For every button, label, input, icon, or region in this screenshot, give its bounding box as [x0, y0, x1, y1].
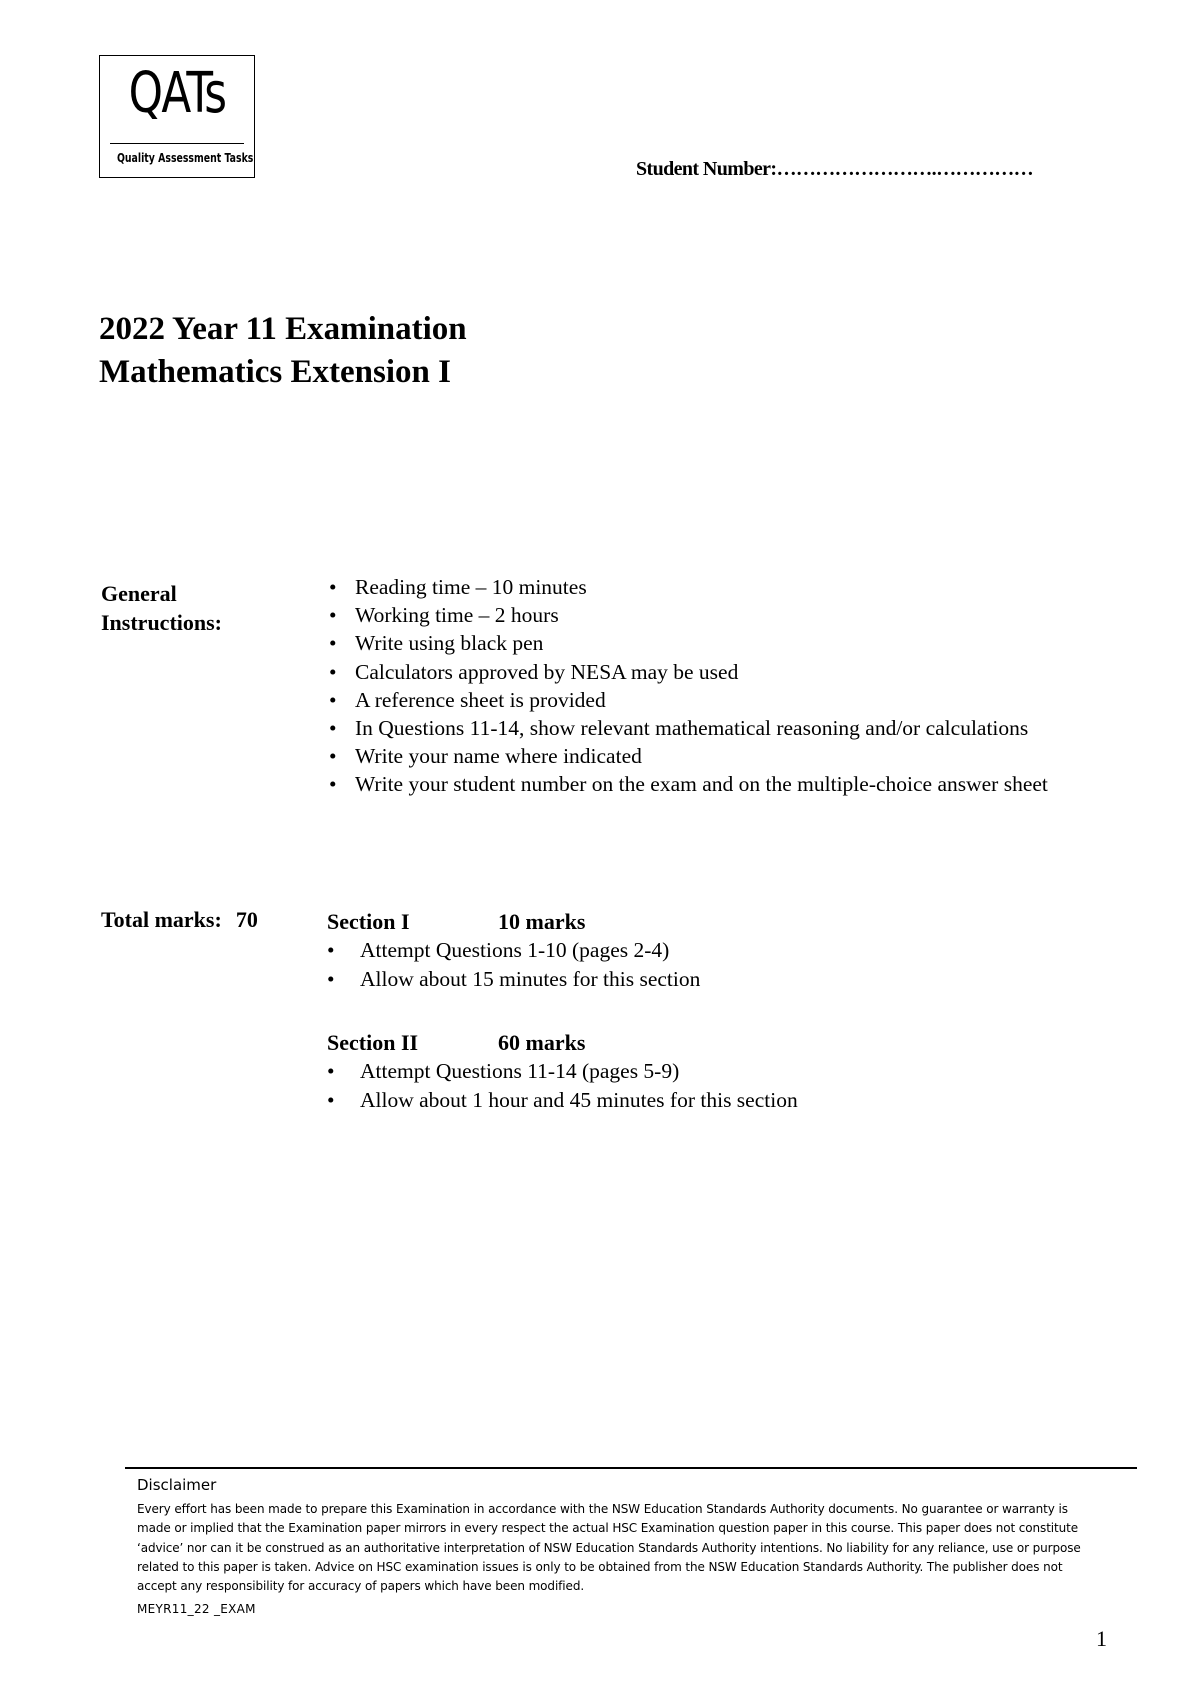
exam-title-line-2: Mathematics Extension I	[99, 354, 451, 390]
logo-tagline: Quality Assessment Tasks	[116, 151, 254, 165]
section-2-heading	[327, 1028, 1127, 1057]
instruction-item: • Reading time – 10 minutes	[329, 573, 1129, 601]
student-number-label: Student Number:	[636, 158, 777, 180]
section-item: • Attempt Questions 1-10 (pages 2-4)	[327, 936, 1127, 965]
general-instructions-label-line-1: General	[101, 581, 177, 606]
disclaimer-heading: Disclaimer	[137, 1476, 217, 1494]
disclaimer-divider	[125, 1467, 1137, 1469]
exam-title-line-1: 2022 Year 11 Examination	[99, 311, 467, 347]
section-1-marks: 10 marks	[498, 909, 586, 934]
disclaimer-text: Every effort has been made to prepare this Examination in accordance with the NSW Education Standards Authority documents. No guarantee or warranty is made or implied that the Examination paper mirrors in every respect the actual HSC Examination question paper in this course. This paper does not constitute ‘advice’ nor can it be construed as an authoritative interpretation of NSW Education Standards Authority intentions. No liability for any reliance, use or purpose related to this paper is taken. Advice on HSC examination issues is only to be obtained from the NSW Education Standards Authority. The publisher does not accept any responsibility for accuracy of papers which have been modified.	[137, 1502, 1081, 1594]
section-1-name: Section I	[327, 909, 410, 934]
section-1	[327, 907, 1127, 994]
section-item: • Allow about 15 minutes for this section	[327, 965, 1127, 994]
section-item: • Allow about 1 hour and 45 minutes for this section	[327, 1086, 1127, 1115]
instruction-item: • Write your student number on the exam and on the multiple-choice answer sheet	[329, 770, 1129, 798]
instruction-item: • In Questions 11-14, show relevant mathematical reasoning and/or calculations	[329, 714, 1129, 742]
student-number-blank: …………………….……………	[776, 158, 1034, 180]
instruction-item: • Write your name where indicated	[329, 742, 1129, 770]
total-marks-value: 70	[235, 907, 258, 932]
section-item: • Attempt Questions 11-14 (pages 5-9)	[327, 1057, 1127, 1086]
student-number-field	[636, 158, 1033, 181]
section-2-items	[327, 1057, 1127, 1115]
general-instructions-label	[101, 579, 222, 637]
section-1-heading	[327, 907, 1127, 936]
section-2-marks: 60 marks	[498, 1030, 586, 1055]
general-instructions-label-line-2: Instructions:	[101, 610, 223, 635]
instruction-item: • Working time – 2 hours	[329, 601, 1129, 629]
section-2-name: Section II	[327, 1030, 419, 1055]
logo-wordmark: QATs	[128, 61, 226, 126]
section-1-items	[327, 936, 1127, 994]
section-2	[327, 1028, 1127, 1115]
total-marks	[101, 907, 258, 933]
page-number: 1	[1096, 1626, 1107, 1651]
qats-logo	[99, 55, 255, 178]
logo-divider	[110, 143, 244, 144]
total-marks-label: Total marks:	[101, 907, 222, 932]
instruction-item: • A reference sheet is provided	[329, 686, 1129, 714]
document-code: MEYR11_22 _EXAM	[137, 1602, 256, 1616]
exam-title	[99, 308, 467, 394]
instruction-item: • Calculators approved by NESA may be used	[329, 658, 1129, 686]
instruction-item: • Write using black pen	[329, 629, 1129, 657]
general-instructions-list	[329, 573, 1129, 799]
